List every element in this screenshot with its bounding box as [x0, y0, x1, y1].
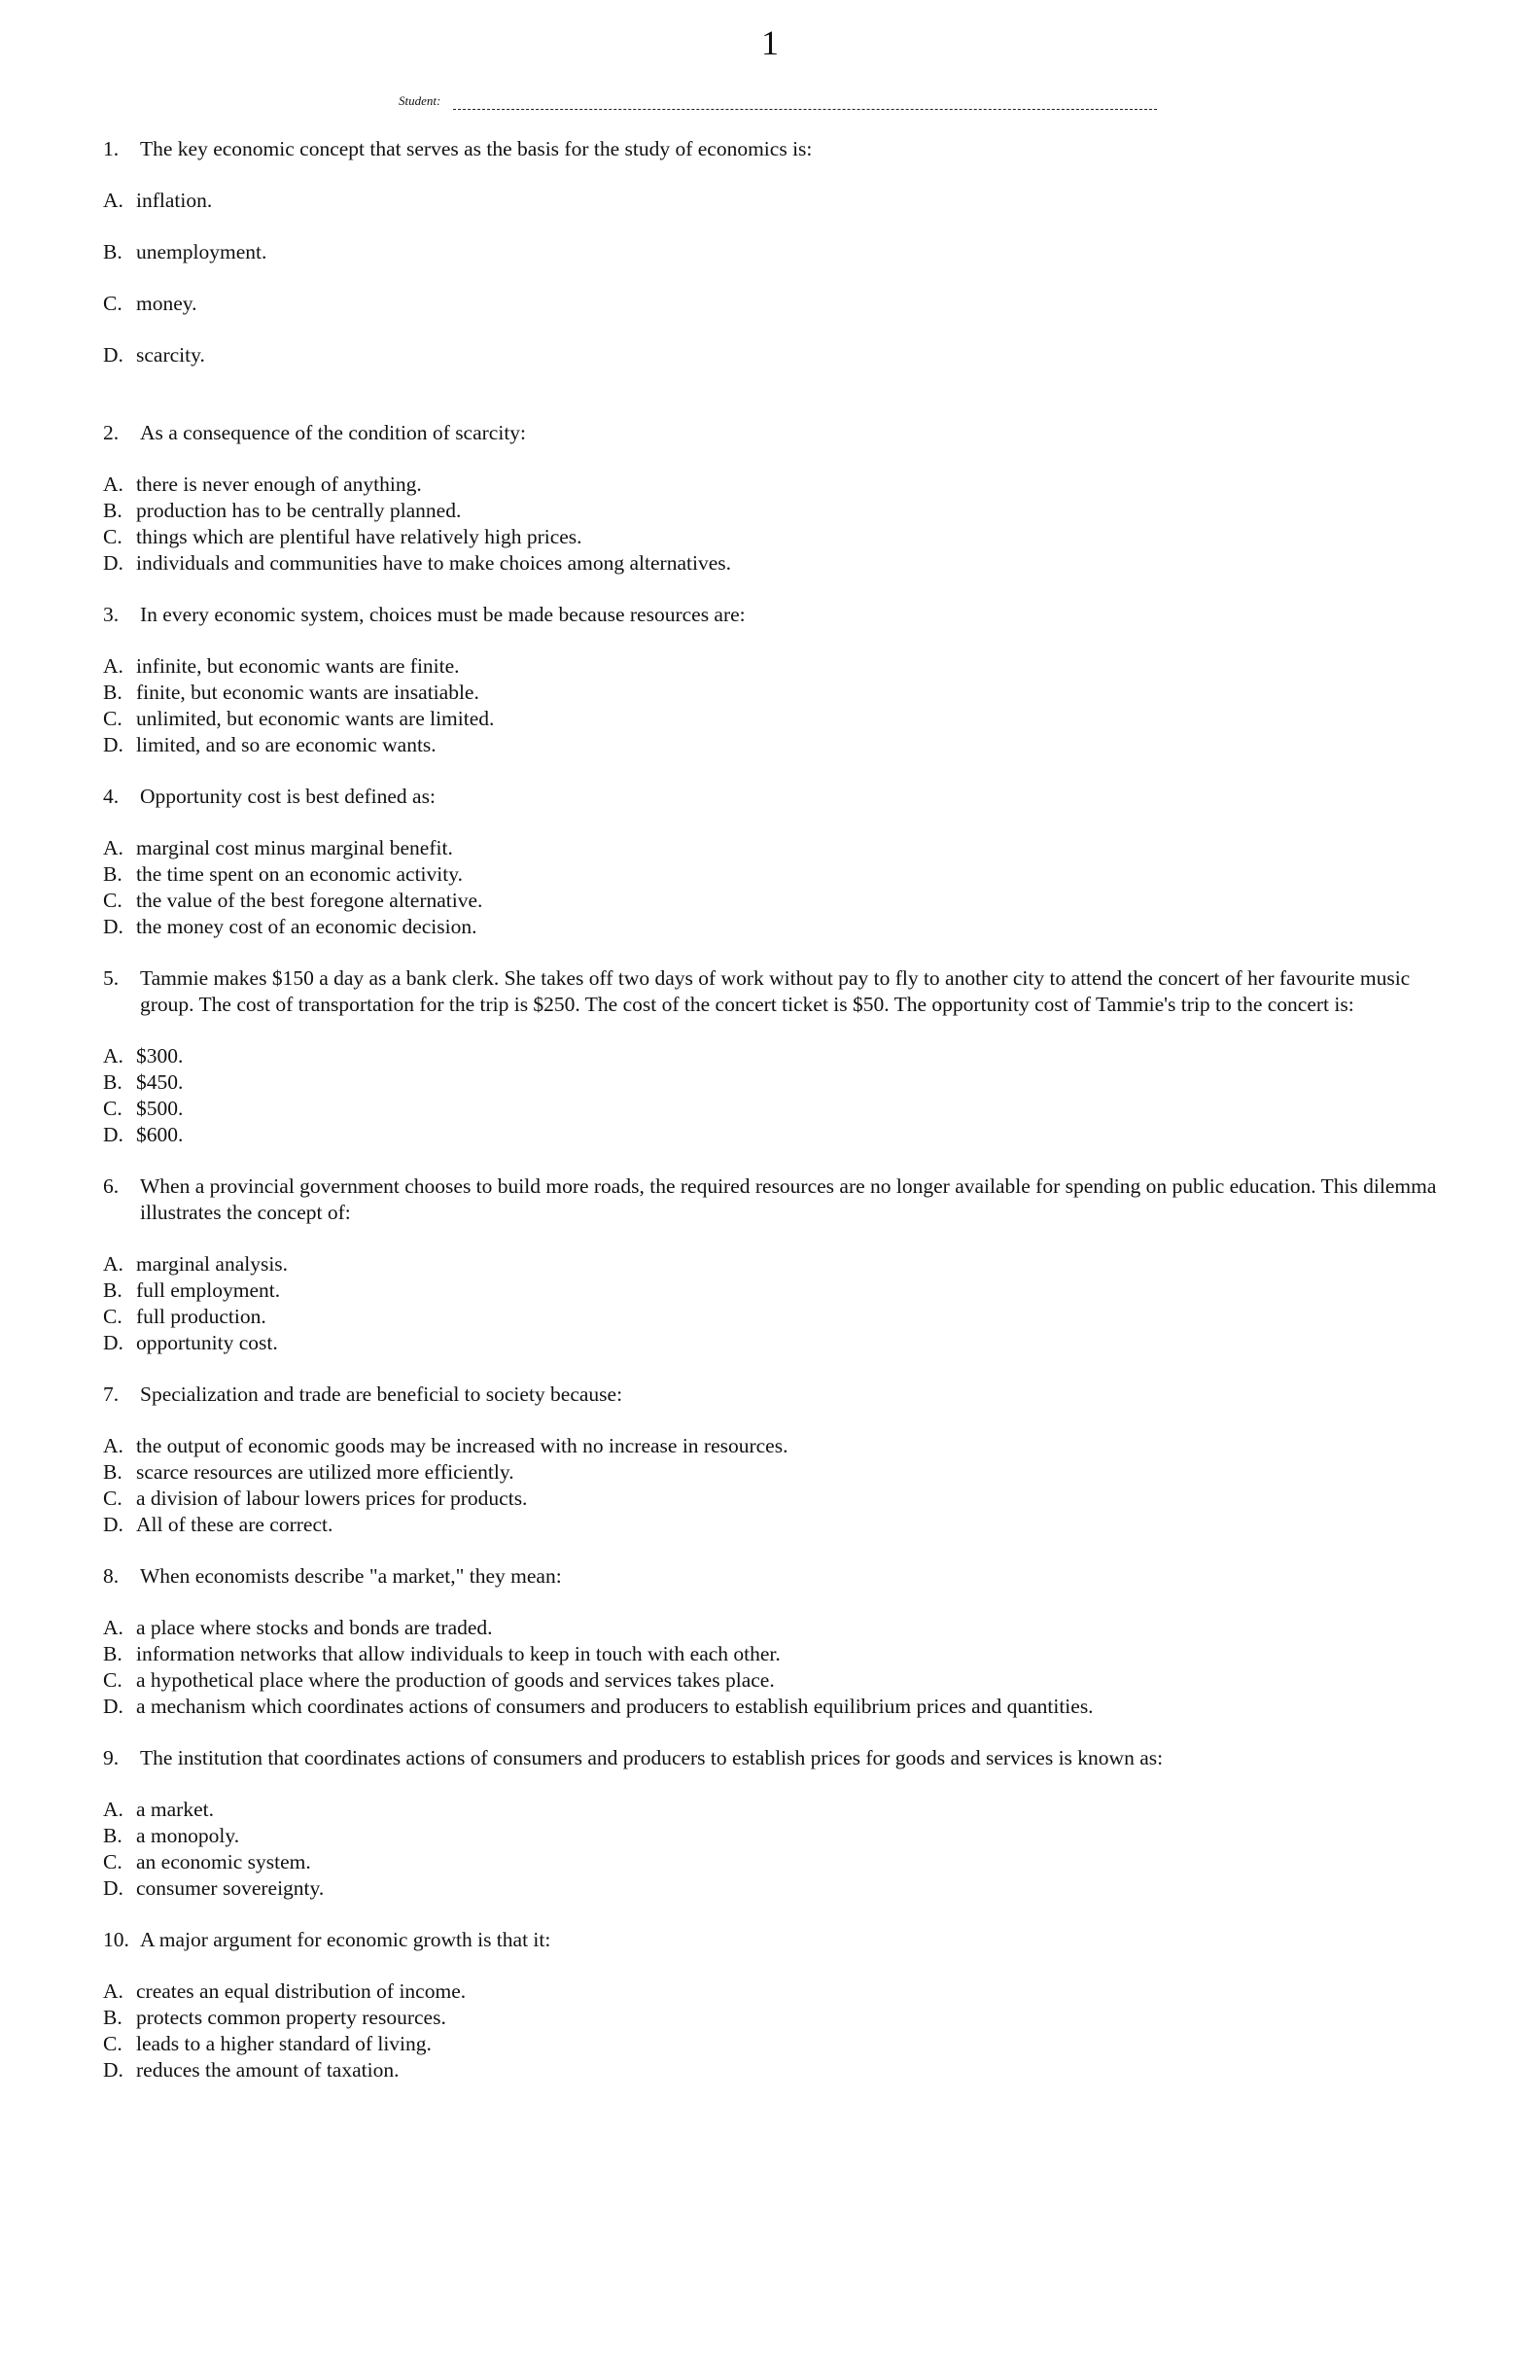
- answer-option[interactable]: [103, 472, 1454, 498]
- option-text: protects common property resources.: [136, 2006, 446, 2029]
- question-stem: [103, 1382, 1454, 1408]
- question-10: [103, 1927, 1454, 2083]
- question-text: As a consequence of the condition of scarcity:: [140, 421, 527, 444]
- option-letter: C.: [103, 707, 122, 730]
- option-text: infinite, but economic wants are finite.: [136, 654, 460, 678]
- question-number: 1.: [103, 137, 120, 160]
- question-number: 7.: [103, 1382, 120, 1406]
- option-text: the value of the best foregone alternative.: [136, 889, 483, 912]
- option-letter: C.: [103, 1097, 122, 1120]
- quiz-content: [103, 136, 1454, 2109]
- option-letter: B.: [103, 1824, 122, 1847]
- question-text: Tammie makes $150 a day as a bank clerk. She takes off two days of work without pay to fly to another city to attend the concert of her favourite music group. The cost of transportation for the trip is $250. The cost of the concert ticket is $50. The opportunity cost of Tammie's trip to the concert is:: [140, 966, 1411, 1016]
- answer-option[interactable]: [103, 1069, 1454, 1096]
- answer-option[interactable]: [103, 524, 1454, 550]
- option-letter: B.: [103, 1278, 122, 1302]
- question-number: 10.: [103, 1928, 129, 1951]
- answer-option[interactable]: [103, 706, 1454, 732]
- answer-option[interactable]: [103, 653, 1454, 680]
- option-text: inflation.: [136, 189, 213, 212]
- question-6: [103, 1173, 1454, 1356]
- answer-option[interactable]: [103, 1694, 1454, 1720]
- option-text: marginal analysis.: [136, 1252, 289, 1276]
- question-text: When a provincial government chooses to build more roads, the required resources are no longer available for spending on public education. This dilemma illustrates the concept of:: [140, 1174, 1437, 1224]
- question-8: [103, 1563, 1454, 1720]
- option-letter: D.: [103, 915, 123, 938]
- answer-option[interactable]: [103, 1512, 1454, 1538]
- option-letter: A.: [103, 189, 123, 212]
- option-letter: B.: [103, 1642, 122, 1665]
- option-letter: D.: [103, 1876, 123, 1900]
- option-letter: C.: [103, 1850, 122, 1873]
- option-letter: A.: [103, 1979, 123, 2003]
- option-letter: D.: [103, 733, 123, 756]
- question-text: Specialization and trade are beneficial to society because:: [140, 1382, 623, 1406]
- question-stem: [103, 1927, 1454, 1953]
- option-text: marginal cost minus marginal benefit.: [136, 836, 453, 859]
- option-text: an economic system.: [136, 1850, 311, 1873]
- question-2: [103, 420, 1454, 577]
- question-9: [103, 1745, 1454, 1902]
- option-letter: B.: [103, 2006, 122, 2029]
- question-number: 4.: [103, 785, 120, 808]
- option-letter: B.: [103, 240, 122, 263]
- option-text: a place where stocks and bonds are traded.: [136, 1616, 493, 1639]
- option-text: reduces the amount of taxation.: [136, 2058, 400, 2082]
- answer-option[interactable]: [103, 342, 1454, 368]
- answer-option[interactable]: [103, 1849, 1454, 1875]
- option-letter: A.: [103, 1434, 123, 1457]
- option-letter: D.: [103, 2058, 123, 2082]
- option-letter: D.: [103, 1513, 123, 1536]
- answer-option[interactable]: [103, 1615, 1454, 1641]
- option-letter: A.: [103, 472, 123, 496]
- question-stem: [103, 602, 1454, 628]
- option-letter: A.: [103, 1616, 123, 1639]
- answer-option[interactable]: [103, 1251, 1454, 1278]
- answer-option[interactable]: [103, 550, 1454, 577]
- question-number: 8.: [103, 1564, 120, 1588]
- question-text: The institution that coordinates actions of consumers and producers to establish prices for goods and services is known as:: [140, 1746, 1164, 1769]
- answer-option[interactable]: [103, 1667, 1454, 1694]
- student-name-blank[interactable]: [453, 109, 1157, 110]
- question-number: 9.: [103, 1746, 120, 1769]
- answer-option[interactable]: [103, 888, 1454, 914]
- student-name-line: [399, 89, 1138, 115]
- option-letter: C.: [103, 889, 122, 912]
- answer-option[interactable]: [103, 861, 1454, 888]
- option-text: scarcity.: [136, 343, 205, 367]
- answer-option[interactable]: [103, 1278, 1454, 1304]
- option-text: production has to be centrally planned.: [136, 499, 462, 522]
- option-text: scarce resources are utilized more efficiently.: [136, 1460, 514, 1484]
- answer-option[interactable]: [103, 680, 1454, 706]
- option-text: a hypothetical place where the production of goods and services takes place.: [136, 1668, 775, 1692]
- answer-option[interactable]: [103, 1486, 1454, 1512]
- question-4: [103, 784, 1454, 940]
- answer-option[interactable]: [103, 1459, 1454, 1486]
- answer-option[interactable]: [103, 1122, 1454, 1148]
- question-stem: [103, 1563, 1454, 1590]
- option-letter: B.: [103, 1460, 122, 1484]
- question-text: In every economic system, choices must be made because resources are:: [140, 603, 746, 626]
- question-number: 2.: [103, 421, 120, 444]
- option-text: $450.: [136, 1070, 184, 1094]
- option-text: All of these are correct.: [136, 1513, 333, 1536]
- answer-option[interactable]: [103, 1641, 1454, 1667]
- option-letter: A.: [103, 1044, 123, 1068]
- answer-option[interactable]: [103, 1978, 1454, 2005]
- option-text: full production.: [136, 1305, 266, 1328]
- option-text: things which are plentiful have relatively high prices.: [136, 525, 582, 548]
- question-stem: [103, 136, 1454, 162]
- option-text: there is never enough of anything.: [136, 472, 422, 496]
- option-letter: D.: [103, 1331, 123, 1354]
- option-text: information networks that allow individuals to keep in touch with each other.: [136, 1642, 781, 1665]
- answer-option[interactable]: [103, 188, 1454, 214]
- answer-option[interactable]: [103, 1330, 1454, 1356]
- option-text: $600.: [136, 1123, 184, 1146]
- option-text: the time spent on an economic activity.: [136, 862, 463, 886]
- option-text: a mechanism which coordinates actions of consumers and producers to establish equilibrium prices and quantities.: [136, 1695, 1094, 1718]
- answer-option[interactable]: [103, 1823, 1454, 1849]
- option-letter: B.: [103, 862, 122, 886]
- answer-option[interactable]: [103, 239, 1454, 265]
- option-text: unlimited, but economic wants are limited.: [136, 707, 495, 730]
- option-letter: A.: [103, 1798, 123, 1821]
- option-text: the money cost of an economic decision.: [136, 915, 477, 938]
- question-stem: [103, 1173, 1454, 1226]
- question-7: [103, 1382, 1454, 1538]
- question-stem: [103, 965, 1454, 1018]
- option-letter: C.: [103, 2032, 122, 2055]
- option-text: leads to a higher standard of living.: [136, 2032, 432, 2055]
- option-text: $500.: [136, 1097, 184, 1120]
- answer-option[interactable]: [103, 2005, 1454, 2031]
- answer-option[interactable]: [103, 1043, 1454, 1069]
- option-text: creates an equal distribution of income.: [136, 1979, 467, 2003]
- option-text: unemployment.: [136, 240, 267, 263]
- option-text: consumer sovereignty.: [136, 1876, 325, 1900]
- question-number: 5.: [103, 966, 120, 990]
- option-text: a market.: [136, 1798, 214, 1821]
- option-letter: A.: [103, 836, 123, 859]
- question-1: [103, 136, 1454, 368]
- option-letter: B.: [103, 681, 122, 704]
- option-letter: C.: [103, 1305, 122, 1328]
- option-letter: D.: [103, 343, 123, 367]
- question-5: [103, 965, 1454, 1148]
- answer-option[interactable]: [103, 2031, 1454, 2057]
- answer-option[interactable]: [103, 1304, 1454, 1330]
- answer-option[interactable]: [103, 914, 1454, 940]
- answer-option[interactable]: [103, 2057, 1454, 2083]
- option-text: limited, and so are economic wants.: [136, 733, 437, 756]
- option-text: full employment.: [136, 1278, 281, 1302]
- student-label: Student:: [399, 93, 441, 108]
- answer-option[interactable]: [103, 291, 1454, 317]
- page-number: 1: [761, 23, 779, 62]
- option-letter: C.: [103, 525, 122, 548]
- question-number: 6.: [103, 1174, 120, 1198]
- answer-option[interactable]: [103, 1096, 1454, 1122]
- answer-option[interactable]: [103, 1433, 1454, 1459]
- answer-option[interactable]: [103, 1797, 1454, 1823]
- option-letter: C.: [103, 292, 122, 315]
- option-letter: D.: [103, 551, 123, 575]
- question-3: [103, 602, 1454, 758]
- question-text: A major argument for economic growth is that it:: [140, 1928, 551, 1951]
- option-text: a monopoly.: [136, 1824, 240, 1847]
- option-text: money.: [136, 292, 197, 315]
- option-text: individuals and communities have to make choices among alternatives.: [136, 551, 731, 575]
- option-letter: B.: [103, 1070, 122, 1094]
- option-letter: B.: [103, 499, 122, 522]
- question-stem: [103, 784, 1454, 810]
- option-text: finite, but economic wants are insatiable.: [136, 681, 479, 704]
- question-number: 3.: [103, 603, 120, 626]
- option-text: $300.: [136, 1044, 184, 1068]
- answer-option[interactable]: [103, 732, 1454, 758]
- option-letter: C.: [103, 1487, 122, 1510]
- question-text: Opportunity cost is best defined as:: [140, 785, 436, 808]
- option-text: a division of labour lowers prices for products.: [136, 1487, 528, 1510]
- answer-option[interactable]: [103, 498, 1454, 524]
- option-text: the output of economic goods may be increased with no increase in resources.: [136, 1434, 788, 1457]
- option-text: opportunity cost.: [136, 1331, 278, 1354]
- option-letter: D.: [103, 1695, 123, 1718]
- question-stem: [103, 1745, 1454, 1771]
- option-letter: A.: [103, 1252, 123, 1276]
- question-text: The key economic concept that serves as the basis for the study of economics is:: [140, 137, 813, 160]
- question-text: When economists describe "a market," they mean:: [140, 1564, 562, 1588]
- option-letter: D.: [103, 1123, 123, 1146]
- option-letter: A.: [103, 654, 123, 678]
- question-stem: [103, 420, 1454, 446]
- option-letter: C.: [103, 1668, 122, 1692]
- answer-option[interactable]: [103, 1875, 1454, 1902]
- answer-option[interactable]: [103, 835, 1454, 861]
